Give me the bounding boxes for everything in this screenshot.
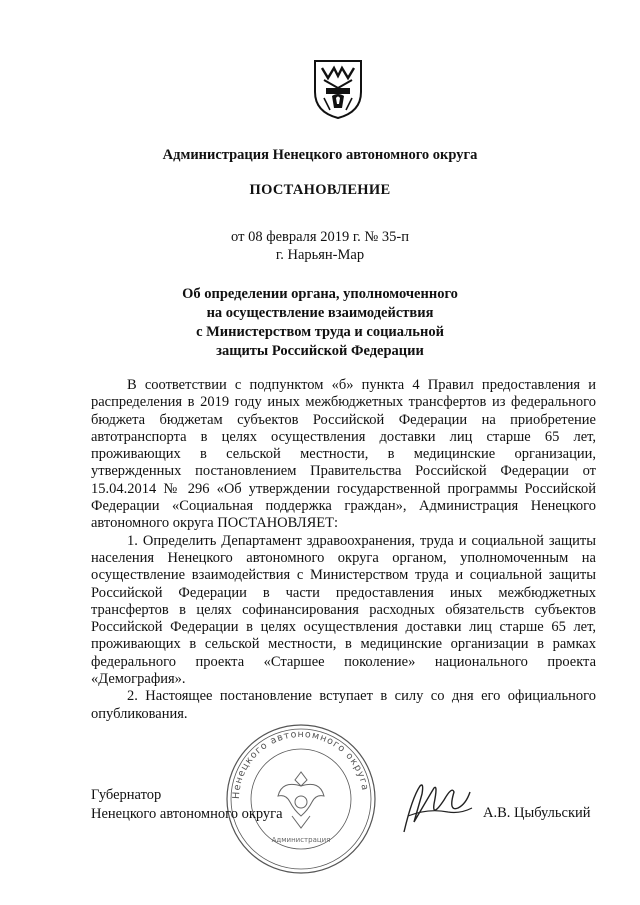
organization-name: Администрация Ненецкого автономного округа xyxy=(162,147,478,163)
position-line: Губернатор xyxy=(91,787,162,803)
body-paragraph: 1. Определить Департамент здравоохранения, труда и социальной защиты населения Ненецкого автономного округа органом, уполномоченным на осуществление взаимодействия с Министерством труда и социальной защиты Российской Федерации в части предоставления иных межбюджетных трансфертов в целях софинансирования расходных обязательств субъектов Российской Федерации в целях осуществления доставки лиц старше 65 лет, проживающих в сельской местности, в медицинские организации в рамках федерального проекта «Старшее поколение» национального проекта «Демография». xyxy=(91,532,596,688)
title-line: на осуществление взаимодействия xyxy=(206,305,434,321)
title-line: Об определении органа, уполномоченного xyxy=(182,286,458,302)
handwritten-signature xyxy=(398,778,478,838)
document-city: г. Нарьян-Мар xyxy=(275,247,365,263)
title-line: защиты Российской Федерации xyxy=(216,343,424,359)
title-line: с Министерством труда и социальной xyxy=(196,324,444,340)
stamp-ring-text: Ненецкого автономного округа xyxy=(230,728,371,800)
document-title xyxy=(0,285,640,361)
signatory-name: А.В. Цыбульский xyxy=(483,805,591,821)
body-paragraph: 2. Настоящее постановление вступает в силу со дня его официального опубликования. xyxy=(91,688,596,722)
stamp-eagle-icon xyxy=(278,772,324,828)
position-line: Ненецкого автономного округа xyxy=(91,806,283,822)
nao-coat-of-arms-icon xyxy=(312,58,364,120)
stamp-inner-text: Администрация xyxy=(271,836,331,844)
signatory-position xyxy=(91,786,283,824)
document-body xyxy=(91,377,596,723)
body-paragraph: В соответствии с подпунктом «б» пункта 4 Правил предоставления и распределения в 2019 году иных межбюджетных трансфертов из федерального бюджета бюджетам субъектов Российской Федерации на приобретение автотранспорта в целях осуществления доставки лиц старше 65 лет, проживающих в сельской местности, в медицинские организации, утвержденных постановлением Правительства Российской Федерации от 15.04.2014 № 296 «Об утверждении государственной программы Российской Федерации «Социальная поддержка граждан», Администрация Ненецкого автономного округа ПОСТАНОВЛЯЕТ: xyxy=(91,377,596,532)
document-type: ПОСТАНОВЛЕНИЕ xyxy=(249,182,391,198)
document-date-number: от 08 февраля 2019 г. № 35-п xyxy=(231,229,409,245)
